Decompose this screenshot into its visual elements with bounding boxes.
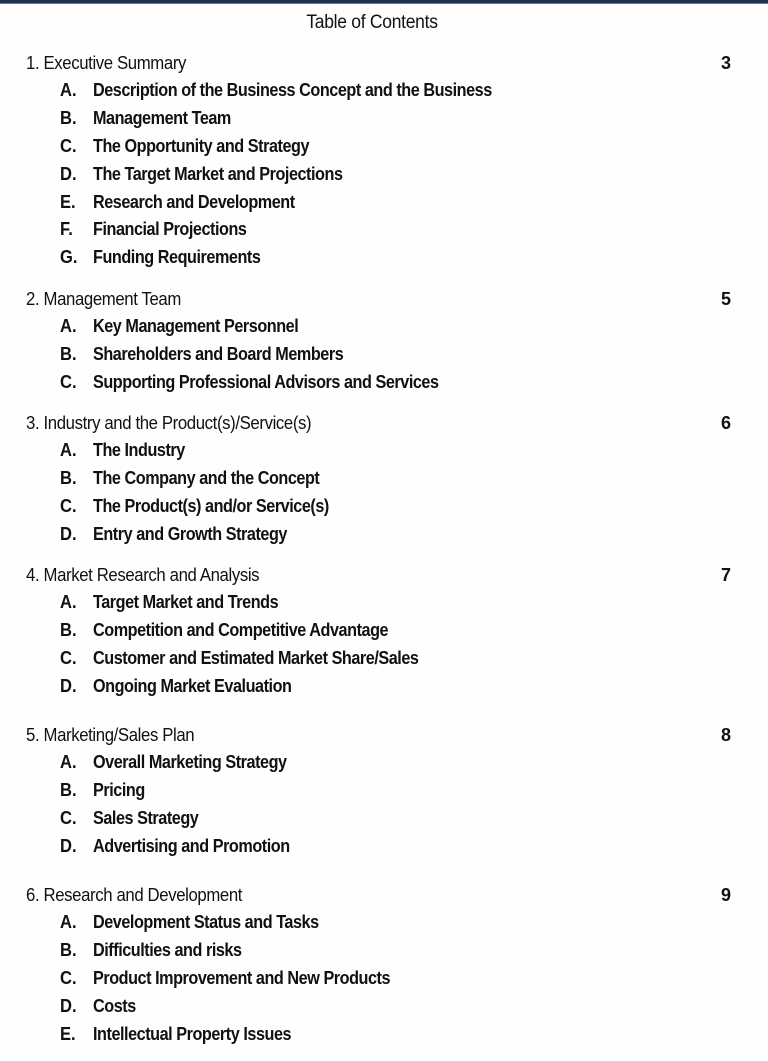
- item-label: Financial Projections: [93, 219, 247, 240]
- item-letter: B.: [60, 939, 77, 960]
- item-label: The Industry: [93, 440, 185, 460]
- toc-sub-item[interactable]: [0, 937, 768, 965]
- toc-sub-item[interactable]: [0, 244, 768, 272]
- section-title: 3. Industry and the Product(s)/Service(s): [26, 413, 312, 433]
- item-label: Overall Marketing Strategy: [93, 752, 287, 772]
- toc-sub-item[interactable]: [0, 77, 768, 105]
- item-label: Sales Strategy: [93, 807, 199, 828]
- toc-sub-item[interactable]: [0, 617, 768, 645]
- toc-sub-item[interactable]: [0, 369, 768, 397]
- toc-section-1: [0, 49, 768, 272]
- item-letter: B.: [60, 779, 77, 800]
- item-letter: F.: [60, 219, 73, 240]
- toc-sub-item[interactable]: [0, 437, 768, 465]
- toc-sub-item[interactable]: [0, 493, 768, 521]
- item-letter: C.: [60, 371, 77, 392]
- item-letter: C.: [60, 135, 77, 156]
- toc-section-3: [0, 409, 768, 549]
- page-number: 8: [721, 725, 732, 745]
- toc-sub-item[interactable]: [0, 521, 768, 549]
- item-letter: A.: [60, 592, 77, 612]
- toc-sub-item[interactable]: [0, 777, 768, 805]
- item-label: Development Status and Tasks: [93, 912, 319, 932]
- section-title: 6. Research and Development: [26, 885, 243, 905]
- section-heading[interactable]: [0, 561, 768, 589]
- item-letter: C.: [60, 967, 77, 988]
- section-title: 4. Market Research and Analysis: [26, 565, 260, 585]
- item-letter: C.: [60, 807, 77, 828]
- page-number: 9: [721, 885, 732, 905]
- item-label: The Company and the Concept: [93, 467, 320, 488]
- item-letter: A.: [60, 316, 77, 336]
- toc-sub-item[interactable]: [0, 161, 768, 189]
- item-label: The Target Market and Projections: [93, 163, 343, 184]
- section-heading[interactable]: [0, 721, 768, 749]
- page-number: 5: [721, 289, 732, 309]
- page-title: Table of Contents: [306, 12, 438, 33]
- item-label: Ongoing Market Evaluation: [93, 675, 292, 696]
- toc-sub-item[interactable]: [0, 313, 768, 341]
- item-letter: A.: [60, 912, 77, 932]
- item-letter: E.: [60, 191, 76, 212]
- item-label: Supporting Professional Advisors and Services: [93, 371, 439, 392]
- item-label: Costs: [93, 995, 136, 1016]
- item-letter: A.: [60, 440, 77, 460]
- item-label: The Product(s) and/or Service(s): [93, 495, 329, 516]
- toc-sub-item[interactable]: [0, 673, 768, 701]
- toc-section-6: [0, 881, 768, 1048]
- item-label: Management Team: [93, 107, 231, 128]
- item-letter: G.: [60, 247, 78, 268]
- item-label: Target Market and Trends: [93, 592, 279, 612]
- toc-sub-item[interactable]: [0, 833, 768, 861]
- item-letter: D.: [60, 995, 77, 1016]
- toc-section-4: [0, 561, 768, 701]
- toc-sub-item[interactable]: [0, 189, 768, 217]
- item-label: The Opportunity and Strategy: [93, 135, 310, 156]
- toc-sub-item[interactable]: [0, 749, 768, 777]
- page-number: 3: [721, 53, 732, 73]
- toc-section-2: [0, 285, 768, 397]
- item-label: Difficulties and risks: [93, 939, 242, 960]
- item-label: Research and Development: [93, 191, 295, 212]
- section-heading[interactable]: [0, 881, 768, 909]
- item-letter: B.: [60, 467, 77, 488]
- item-label: Advertising and Promotion: [93, 835, 290, 856]
- toc-sub-item[interactable]: [0, 909, 768, 937]
- section-heading[interactable]: [0, 409, 768, 437]
- toc-sub-item[interactable]: [0, 216, 768, 244]
- toc-sub-item[interactable]: [0, 341, 768, 369]
- item-letter: B.: [60, 107, 77, 128]
- toc-section-5: [0, 721, 768, 861]
- item-letter: A.: [60, 752, 77, 772]
- item-label: Key Management Personnel: [93, 316, 299, 336]
- item-letter: C.: [60, 495, 77, 516]
- toc-sub-item[interactable]: [0, 1021, 768, 1049]
- toc-sub-item[interactable]: [0, 965, 768, 993]
- toc-sub-item[interactable]: [0, 805, 768, 833]
- item-letter: D.: [60, 163, 77, 184]
- toc-sub-item[interactable]: [0, 133, 768, 161]
- item-label: Shareholders and Board Members: [93, 343, 344, 364]
- toc-sub-item[interactable]: [0, 645, 768, 673]
- item-label: Description of the Business Concept and the Business: [93, 80, 492, 100]
- section-heading[interactable]: [0, 49, 768, 77]
- item-label: Competition and Competitive Advantage: [93, 619, 389, 640]
- page-number: 6: [721, 413, 732, 433]
- toc-sub-item[interactable]: [0, 105, 768, 133]
- toc-sub-item[interactable]: [0, 589, 768, 617]
- page-number: 7: [721, 565, 732, 585]
- section-heading[interactable]: [0, 285, 768, 313]
- item-letter: A.: [60, 80, 77, 100]
- item-letter: C.: [60, 647, 77, 668]
- toc-sub-item[interactable]: [0, 993, 768, 1021]
- item-label: Entry and Growth Strategy: [93, 523, 287, 544]
- item-label: Product Improvement and New Products: [93, 967, 391, 988]
- item-letter: B.: [60, 343, 77, 364]
- item-label: Funding Requirements: [93, 247, 261, 268]
- item-letter: B.: [60, 619, 77, 640]
- item-letter: D.: [60, 675, 77, 696]
- item-letter: D.: [60, 523, 77, 544]
- section-title: 1. Executive Summary: [26, 53, 187, 73]
- item-label: Pricing: [93, 779, 145, 800]
- section-title: 5. Marketing/Sales Plan: [26, 725, 195, 745]
- item-letter: E.: [60, 1023, 76, 1044]
- toc-sub-item[interactable]: [0, 465, 768, 493]
- item-letter: D.: [60, 835, 77, 856]
- section-title: 2. Management Team: [26, 289, 181, 309]
- item-label: Customer and Estimated Market Share/Sales: [93, 647, 419, 668]
- item-label: Intellectual Property Issues: [93, 1023, 292, 1044]
